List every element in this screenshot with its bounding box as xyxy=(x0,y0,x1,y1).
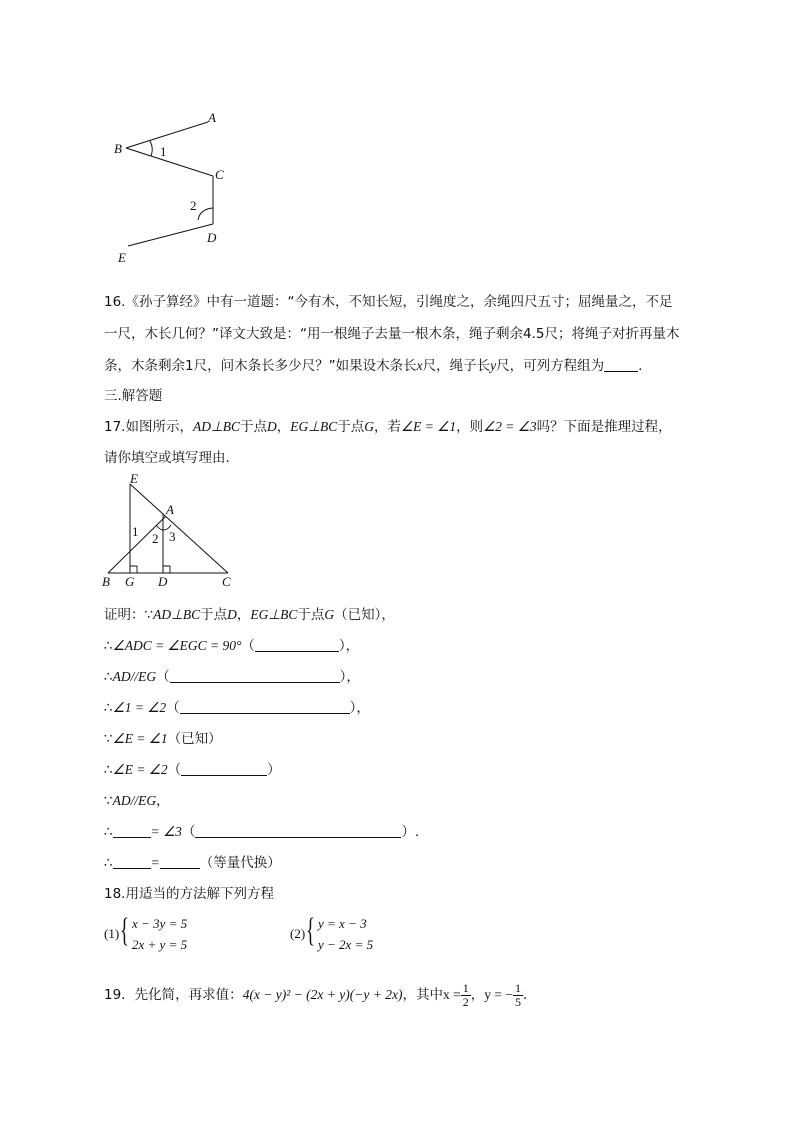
proof-6-close: ） xyxy=(267,762,281,778)
angle-1-arc xyxy=(150,141,152,156)
q17-text-c: ， xyxy=(276,419,291,435)
proof-1-math-d: G xyxy=(324,607,335,622)
label-d: D xyxy=(158,574,168,589)
q16-text-2: 一尺，木长几何？”译文大致是：“用一根绳子去量一根木条，绳子剩余4.5尺；将绳子对折再量木 xyxy=(104,326,680,342)
q17-eg-perp-bc: EG⊥BC xyxy=(290,419,338,434)
q19-line xyxy=(104,980,527,1010)
q18-system-2-label: (2) xyxy=(290,926,306,941)
proof-2-math: ∠ADC = ∠EGC = 90° xyxy=(112,638,242,653)
label-b: B xyxy=(102,574,110,589)
proof-3-close: ）， xyxy=(339,669,360,685)
q16-text-3c: 尺，可列方程组为 xyxy=(496,358,605,374)
proof-6-math: ∠E = ∠2 xyxy=(112,762,168,777)
proof-line-5 xyxy=(104,727,222,747)
label-b: B xyxy=(114,141,122,156)
segment-de xyxy=(128,224,213,246)
label-g: G xyxy=(125,574,135,589)
q18-system-1-eq2: 2x + y = 5 xyxy=(132,937,188,952)
q17-text-a: 17.如图所示， xyxy=(104,419,193,435)
q16-text-3b: 尺，绳子长 xyxy=(422,358,491,374)
label-d: D xyxy=(207,230,217,245)
proof-3-blank[interactable] xyxy=(170,668,340,683)
right-angle-g xyxy=(130,566,137,573)
proof-line-3 xyxy=(104,665,360,685)
proof-4-open: （ xyxy=(166,700,180,716)
proof-9-blank-b[interactable] xyxy=(160,854,200,869)
var-x: x xyxy=(416,358,423,373)
q18-system-2 xyxy=(290,912,410,956)
q19-expression: 4(x − y)² − (2x + y)(−y + 2x) xyxy=(242,987,403,1002)
proof-1-text-d: 于点 xyxy=(297,607,325,623)
proof-8-blank-b[interactable] xyxy=(195,823,401,838)
proof-line-7 xyxy=(104,789,170,809)
q19-sep: ， xyxy=(470,987,485,1003)
label-angle-2: 2 xyxy=(190,198,197,213)
proof-line-4 xyxy=(104,696,370,716)
proof-5-because: ∵ xyxy=(104,731,113,747)
proof-4-blank[interactable] xyxy=(180,699,350,714)
section-heading xyxy=(104,384,162,404)
figure-zigzag-angles xyxy=(110,110,250,270)
angle-2-arc xyxy=(198,208,213,220)
proof-1-text-e: （已知）， xyxy=(334,607,395,623)
q19-prefix: 19．先化简，再求值： xyxy=(104,987,243,1003)
proof-4-therefore: ∴ xyxy=(104,700,113,716)
label-angle-3: 3 xyxy=(169,529,176,544)
q17-text-e: ，若 xyxy=(374,419,402,435)
q17-point-g: G xyxy=(364,419,375,434)
q18-system-2-eq1: y = x − 3 xyxy=(318,916,367,931)
q16-line-1 xyxy=(104,290,672,310)
q19-x-fraction xyxy=(461,982,471,1009)
proof-3-therefore: ∴ xyxy=(104,669,113,685)
label-angle-1: 1 xyxy=(132,524,139,539)
q17-condition: ∠E = ∠1 xyxy=(401,419,457,434)
proof-1-text-a: 证明：∵ xyxy=(104,607,154,623)
proof-1-text-c: ， xyxy=(236,607,251,623)
proof-4-math: ∠1 = ∠2 xyxy=(112,700,167,715)
proof-8-therefore: ∴ xyxy=(104,824,113,840)
q17-text-d: 于点 xyxy=(337,419,365,435)
q17-line-1 xyxy=(104,415,672,435)
q17-line-2 xyxy=(104,446,239,466)
proof-line-8 xyxy=(104,820,419,840)
q18-system-1-label: (1) xyxy=(104,926,120,941)
q19-mid: ，其中 xyxy=(402,987,443,1003)
proof-9-reason: （等量代换） xyxy=(199,855,281,871)
proof-2-therefore: ∴ xyxy=(104,638,113,654)
proof-6-open: （ xyxy=(167,762,182,778)
label-e: E xyxy=(118,250,126,265)
q19-x-den: 2 xyxy=(462,994,469,1009)
q18-system-2-eq2: y − 2x = 5 xyxy=(318,937,374,952)
q17-ad-perp-bc: AD⊥BC xyxy=(192,419,240,434)
proof-line-9 xyxy=(104,851,281,871)
proof-3-open: （ xyxy=(156,669,170,685)
q18-system-2-brace: { xyxy=(306,912,315,949)
angle-2-arc xyxy=(156,525,163,530)
proof-4-close: ）， xyxy=(349,700,370,716)
q17-text-2: 请你填空或填写理由． xyxy=(104,450,239,466)
proof-3-math: AD//EG xyxy=(112,669,157,684)
proof-9-math: = xyxy=(150,855,160,870)
q19-x-num: 1 xyxy=(462,980,469,995)
proof-9-therefore: ∴ xyxy=(104,855,113,871)
segment-bc xyxy=(126,148,213,176)
proof-line-2 xyxy=(104,634,359,654)
q16-line-2 xyxy=(104,322,679,342)
proof-5-math: ∠E = ∠1 xyxy=(112,731,168,746)
proof-6-therefore: ∴ xyxy=(104,762,113,778)
var-y: y xyxy=(490,358,497,373)
label-c: C xyxy=(215,167,224,182)
q16-period: . xyxy=(638,358,643,374)
label-c: C xyxy=(222,574,231,589)
q16-line-3 xyxy=(104,354,642,374)
section-title: 三.解答题 xyxy=(104,388,163,404)
proof-8-open: （ xyxy=(181,824,196,840)
proof-8-blank-a[interactable] xyxy=(113,823,151,838)
proof-line-6 xyxy=(104,758,281,778)
proof-1-math-c: EG⊥BC xyxy=(250,607,298,622)
figure-triangle xyxy=(100,474,250,590)
proof-8-math: = ∠3 xyxy=(150,824,182,839)
q19-y-eq: y = − xyxy=(484,987,513,1002)
proof-2-blank[interactable] xyxy=(255,637,339,652)
segment-ec xyxy=(130,484,228,573)
label-angle-2: 2 xyxy=(152,531,159,546)
q18-system-1 xyxy=(104,912,224,956)
proof-2-open: （ xyxy=(241,638,255,654)
q17-text-f: ，则 xyxy=(456,419,484,435)
q19-end: . xyxy=(522,987,528,1003)
proof-1-math-a: AD⊥BC xyxy=(153,607,201,622)
q19-y-fraction xyxy=(513,982,523,1009)
q18-system-1-eq1: x − 3y = 5 xyxy=(132,916,188,931)
label-a: A xyxy=(208,110,216,125)
q16-text-1: 16.《孙子算经》中有一道题：“今有木，不知长短，引绳度之，余绳四尺五寸；屈绳量之，不足 xyxy=(104,294,673,310)
proof-1-text-b: 于点 xyxy=(200,607,228,623)
q19-y-num: 1 xyxy=(514,980,521,995)
label-angle-1: 1 xyxy=(160,144,167,159)
q19-x-eq: x = xyxy=(442,987,461,1002)
q17-point-d: D xyxy=(267,419,277,434)
label-e: E xyxy=(130,474,138,486)
q17-text-b: 于点 xyxy=(240,419,267,435)
q19-y-den: 5 xyxy=(514,994,521,1009)
q17-question: ∠2 = ∠3 xyxy=(483,419,537,434)
proof-8-close: ）. xyxy=(401,824,420,840)
proof-line-1 xyxy=(104,603,395,623)
proof-5-reason: （已知） xyxy=(167,731,222,747)
right-angle-d xyxy=(163,566,170,573)
proof-2-close: ）， xyxy=(338,638,360,654)
q17-text-g: 吗？下面是推理过程， xyxy=(536,419,672,435)
q16-text-3a: 条，木条剩余1尺，问木条长多少尺？”如果设木条长 xyxy=(104,358,417,374)
proof-1-math-b: D xyxy=(227,607,237,622)
q18-system-1-brace: { xyxy=(120,912,129,949)
proof-9-blank-a[interactable] xyxy=(113,854,151,869)
label-a: A xyxy=(166,502,174,517)
proof-7-math: AD//EG xyxy=(112,793,157,808)
proof-7-comma: ， xyxy=(156,793,170,809)
proof-6-blank[interactable] xyxy=(181,761,267,776)
q18-title-text: 18.用适当的方法解下列方程 xyxy=(104,886,274,902)
q18-title xyxy=(104,882,274,902)
proof-7-because: ∵ xyxy=(104,793,113,809)
segment-ba xyxy=(126,122,208,148)
q16-answer-blank[interactable] xyxy=(604,357,638,372)
